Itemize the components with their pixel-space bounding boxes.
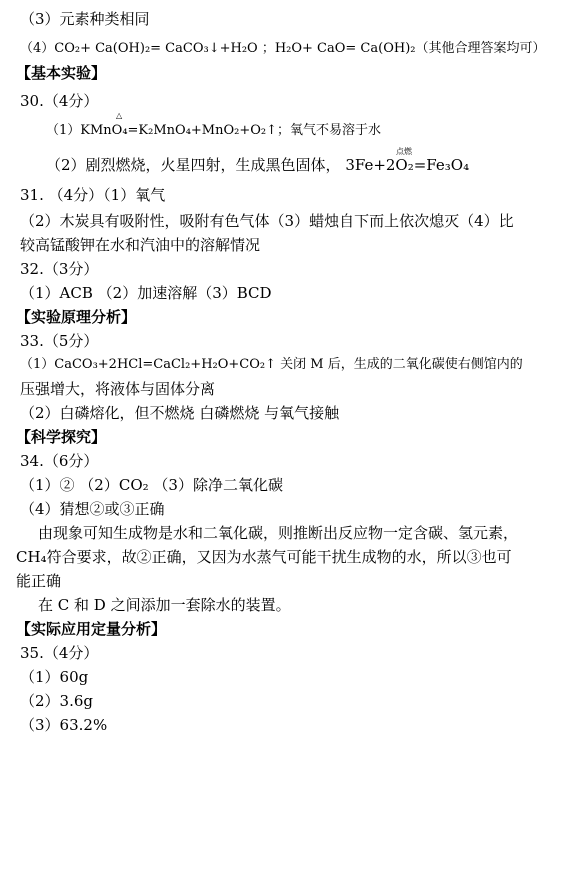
answer-31-4-cont: 较高锰酸钾在水和汽油中的溶解情况 [20, 236, 261, 254]
answer-34-1-3: （1）② （2）CO₂ （3）除净二氧化碳 [20, 476, 283, 494]
section-heading-scientific-inquiry: 【科学探究】 [16, 428, 107, 446]
answer-33-2: （2）白磷熔化，但不燃烧 白磷燃烧 与氧气接触 [20, 404, 340, 422]
question-31-answer-1: 31. （4分）（1）氧气 [20, 186, 166, 204]
section-heading-quantitative-analysis: 【实际应用定量分析】 [16, 620, 167, 638]
answer-35-2: （2）3.6g [20, 692, 94, 710]
answer-32: （1）ACB （2）加速溶解（3）BCD [20, 284, 272, 302]
question-32-label: 32.（3分） [20, 260, 99, 278]
answer-29-3: （3）元素种类相同 [20, 10, 150, 28]
answer-34-improvement: 在 C 和 D 之间添加一套除水的装置。 [38, 596, 291, 614]
heating-condition-mark: △ [116, 111, 123, 120]
section-heading-principle-analysis: 【实验原理分析】 [16, 308, 137, 326]
question-33-label: 33.（5分） [20, 332, 99, 350]
section-heading-basic-experiment: 【基本实验】 [16, 64, 107, 82]
answer-34-reasoning-1: 由现象可知生成物是水和二氧化碳，则推断出反应物一定含碳、氢元素， [38, 524, 519, 542]
question-34-label: 34.（6分） [20, 452, 99, 470]
question-35-label: 35.（4分） [20, 644, 99, 662]
ignition-condition-mark: 点燃 [396, 147, 412, 156]
answer-35-3: （3）63.2% [20, 716, 108, 734]
answer-33-1-cont: 压强增大，将液体与固体分离 [20, 380, 216, 398]
answer-29-4: （4）CO₂+ Ca(OH)₂= CaCO₃↓+H₂O ；H₂O+ CaO= Ca(OH)₂（其他合理答案均可） [20, 41, 546, 56]
answer-31-2-4: （2）木炭具有吸附性，吸附有色气体（3）蜡烛自下而上依次熄灭（4）比 [20, 212, 514, 230]
answer-34-4: （4）猜想②或③正确 [20, 500, 165, 518]
answer-30-1: （1）KMnO₄=K₂MnO₄+MnO₂+O₂↑；氧气不易溶于水 [46, 123, 382, 138]
answer-34-reasoning-3: 能正确 [16, 572, 62, 590]
answer-34-reasoning-2: CH₄符合要求，故②正确，又因为水蒸气可能干扰生成物的水，所以③也可 [16, 548, 512, 566]
answer-33-1: （1）CaCO₃+2HCl=CaCl₂+H₂O+CO₂↑ 关闭 M 后，生成的二氧化碳使右侧馆内的 [20, 357, 523, 372]
answer-30-2: （2）剧烈燃烧，火星四射，生成黑色固体， 3Fe+2O₂=Fe₃O₄ [46, 156, 470, 174]
answer-35-1: （1）60g [20, 668, 89, 686]
question-30-label: 30.（4分） [20, 92, 99, 110]
